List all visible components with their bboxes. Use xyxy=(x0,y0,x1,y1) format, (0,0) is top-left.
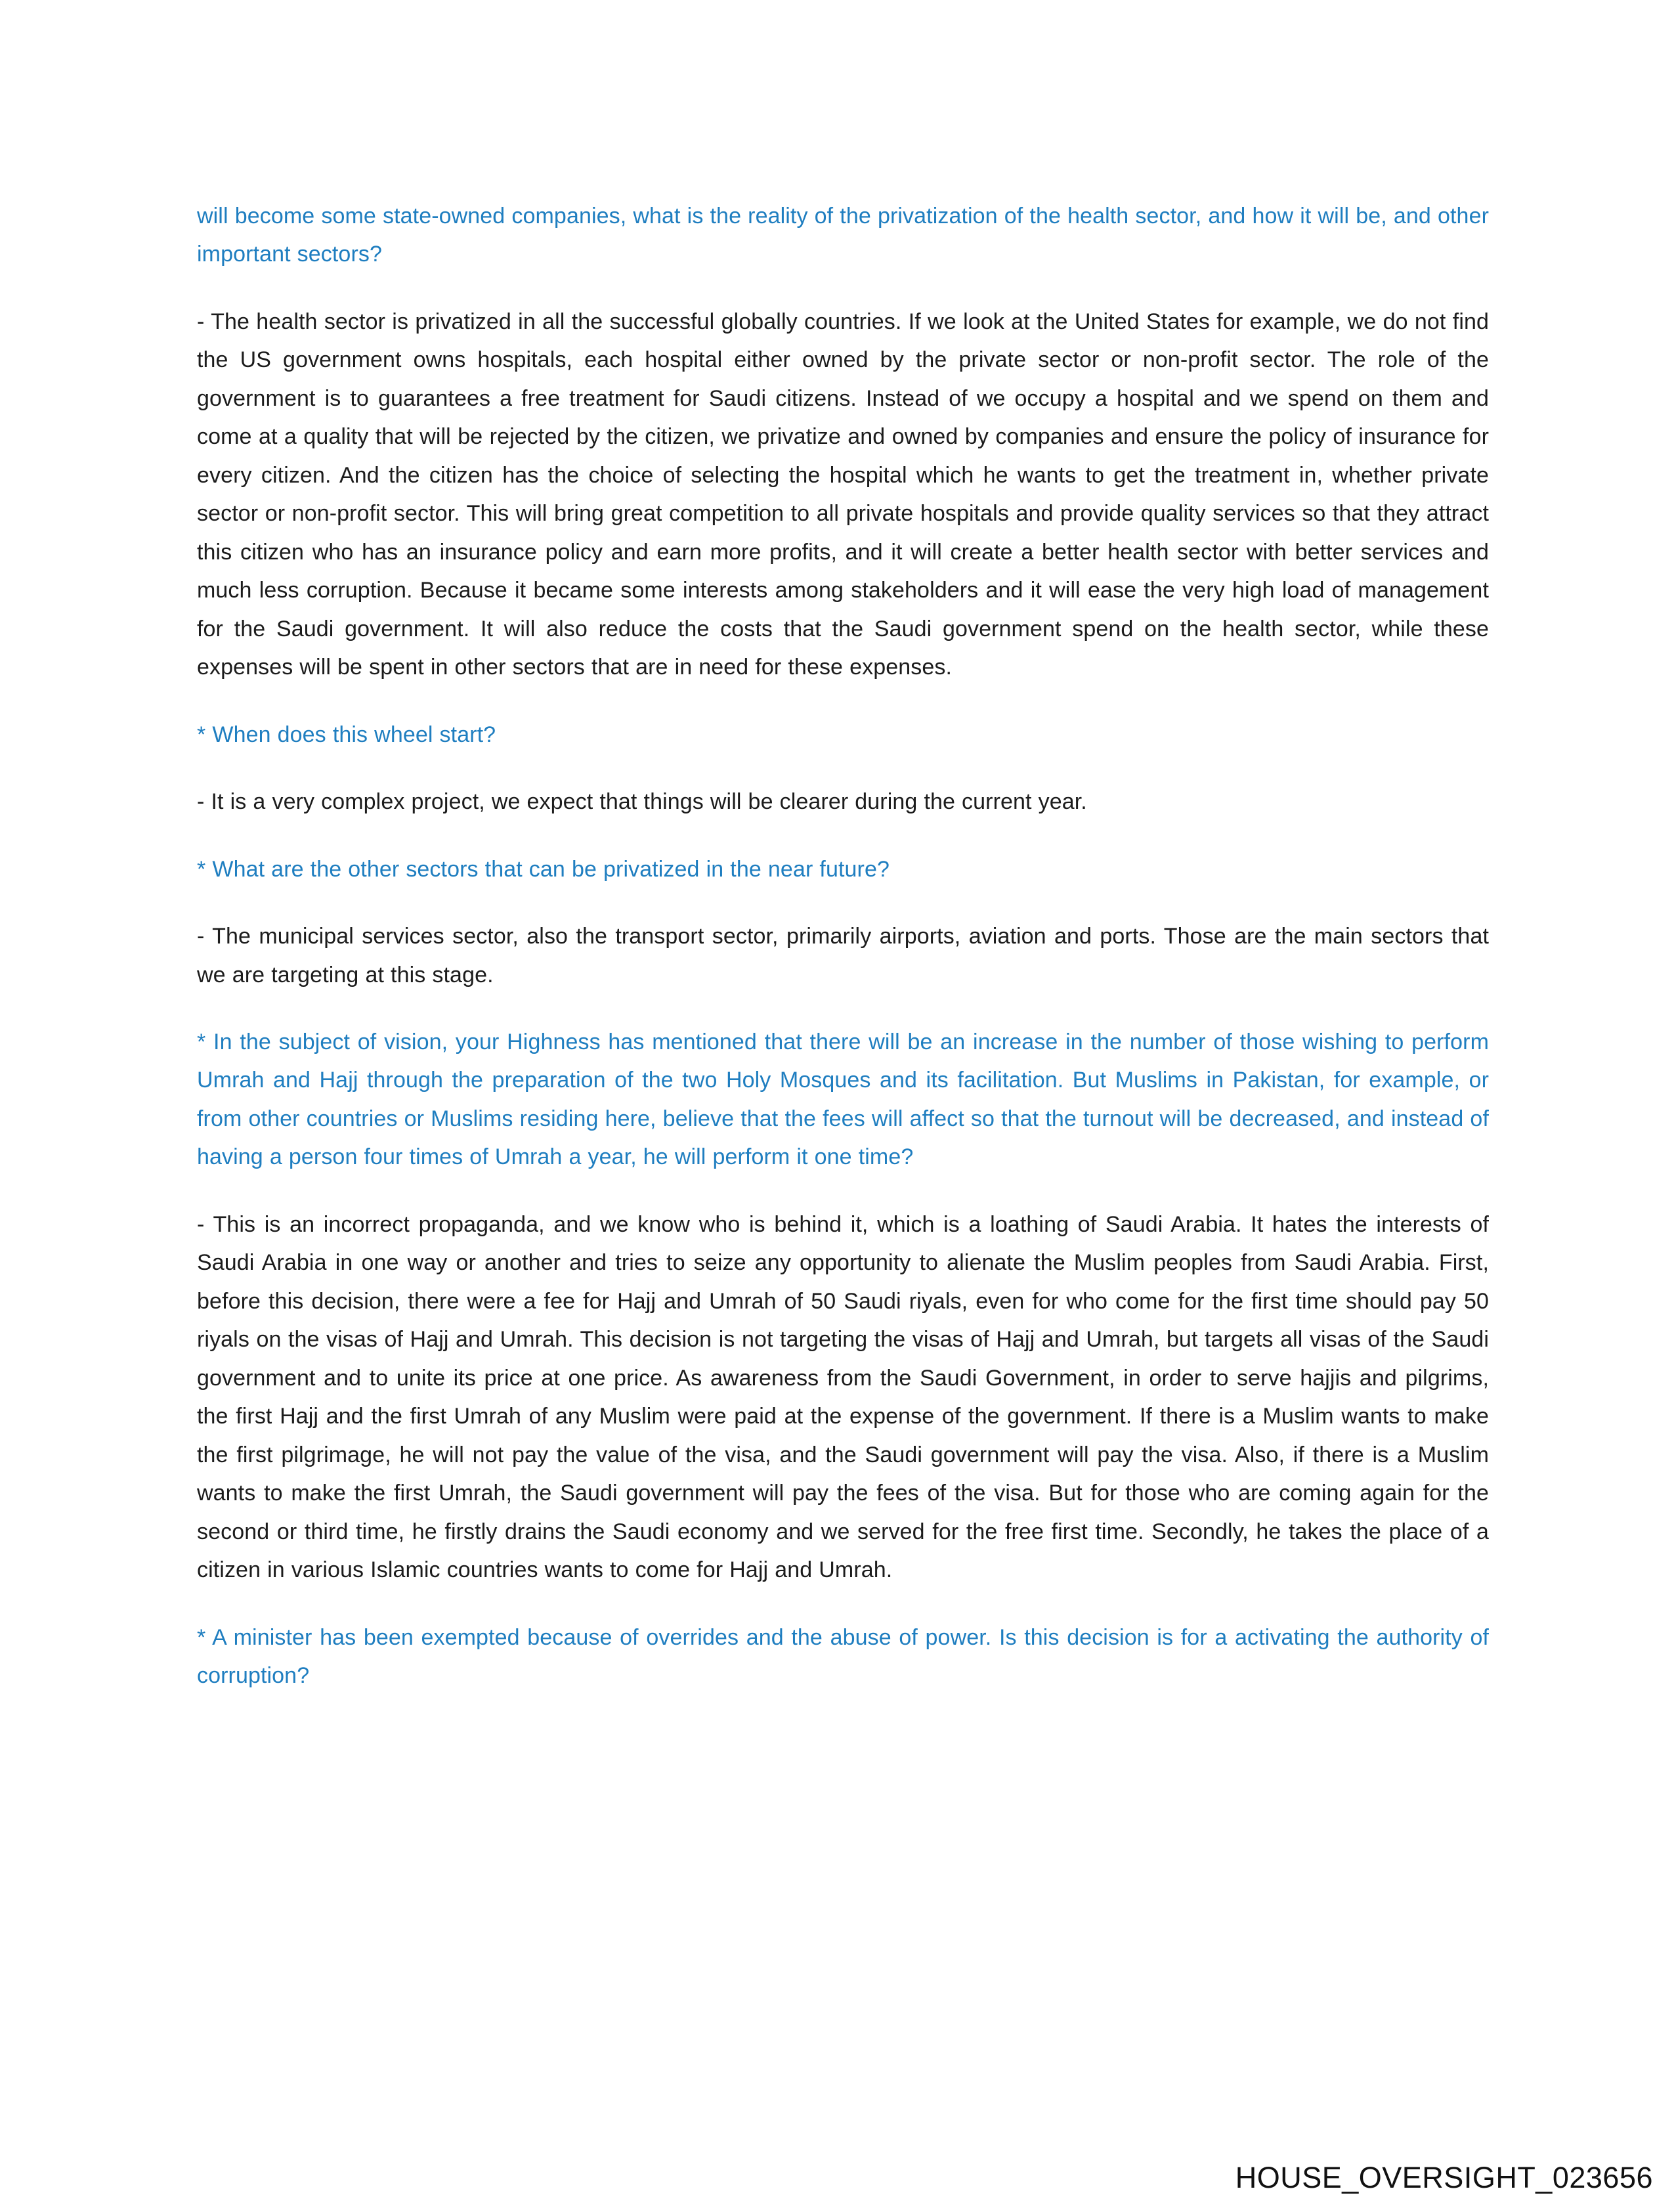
question-paragraph: * In the subject of vision, your Highness has mentioned that there will be an increase in the number of those wishing to perform Umrah and Hajj through the preparation of the two Holy Mosques and its facilitation. But Muslims in Pakistan, for example, or from other countries or Muslims residing here, believe that the fees will affect so that the turnout will be decreased, and instead of having a person four times of Umrah a year, he will perform it one time? xyxy=(197,1029,1489,1170)
question-paragraph: * When does this wheel start? xyxy=(197,722,496,747)
answer-paragraph: - This is an incorrect propaganda, and we know who is behind it, which is a loathing of Saudi Arabia. It hates the interests of Saudi Arabia in one way or another and tries to seize any opportunity to alienate the Muslim peoples from Saudi Arabia. First, before this decision, there were a fee for Hajj and Umrah of 50 Saudi riyals, even for who come for the first time should pay 50 riyals on the visas of Hajj and Umrah. This decision is not targeting the visas of Hajj and Umrah, but targets all visas of the Saudi government and to unite its price at one price. As awareness from the Saudi Government, in order to serve hajjis and pilgrims, the first Hajj and the first Umrah of any Muslim were paid at the expense of the government. If there is a Muslim wants to make the first pilgrimage, he will not pay the value of the visa, and the Saudi government will pay the visa. Also, if there is a Muslim wants to make the first Umrah, the Saudi government will pay the fees of the visa. But for those who are coming again for the second or third time, he firstly drains the Saudi economy and we served for the free first time. Secondly, he takes the place of a citizen in various Islamic countries wants to come for Hajj and Umrah. xyxy=(197,1211,1489,1583)
bates-stamp: HOUSE_OVERSIGHT_023656 xyxy=(1235,2161,1653,2194)
question-paragraph: * A minister has been exempted because of overrides and the abuse of power. Is this decision is for a activating the authority of corruption? xyxy=(197,1624,1489,1688)
answer-paragraph: - The health sector is privatized in all the successful globally countries. If we look at the United States for example, we do not find the US government owns hospitals, each hospital either owned by the private sector or non-profit sector. The role of the government is to guarantees a free treatment for Saudi citizens. Instead of we occupy a hospital and we spend on them and come at a quality that will be rejected by the citizen, we privatize and owned by companies and ensure the policy of insurance for every citizen. And the citizen has the choice of selecting the hospital which he wants to get the treatment in, whether private sector or non-profit sector. This will bring great competition to all private hospitals and provide quality services so that they attract this citizen who has an insurance policy and earn more profits, and it will create a better health sector with better services and much less corruption. Because it became some interests among stakeholders and it will ease the very high load of management for the Saudi government. It will also reduce the costs that the Saudi government spend on the health sector, while these expenses will be spent in other sectors that are in need for these expenses. xyxy=(197,309,1489,680)
answer-paragraph: - The municipal services sector, also the transport sector, primarily airports, aviation and ports. Those are the main sectors that we are targeting at this stage. xyxy=(197,924,1489,987)
answer-paragraph: - It is a very complex project, we expect that things will be clearer during the current year. xyxy=(197,789,1087,815)
question-paragraph: will become some state-owned companies, what is the reality of the privatization of the health sector, and how it will be, and other important sectors? xyxy=(197,204,1489,267)
document-body xyxy=(197,197,1489,1724)
question-paragraph: * What are the other sectors that can be privatized in the near future? xyxy=(197,856,890,882)
